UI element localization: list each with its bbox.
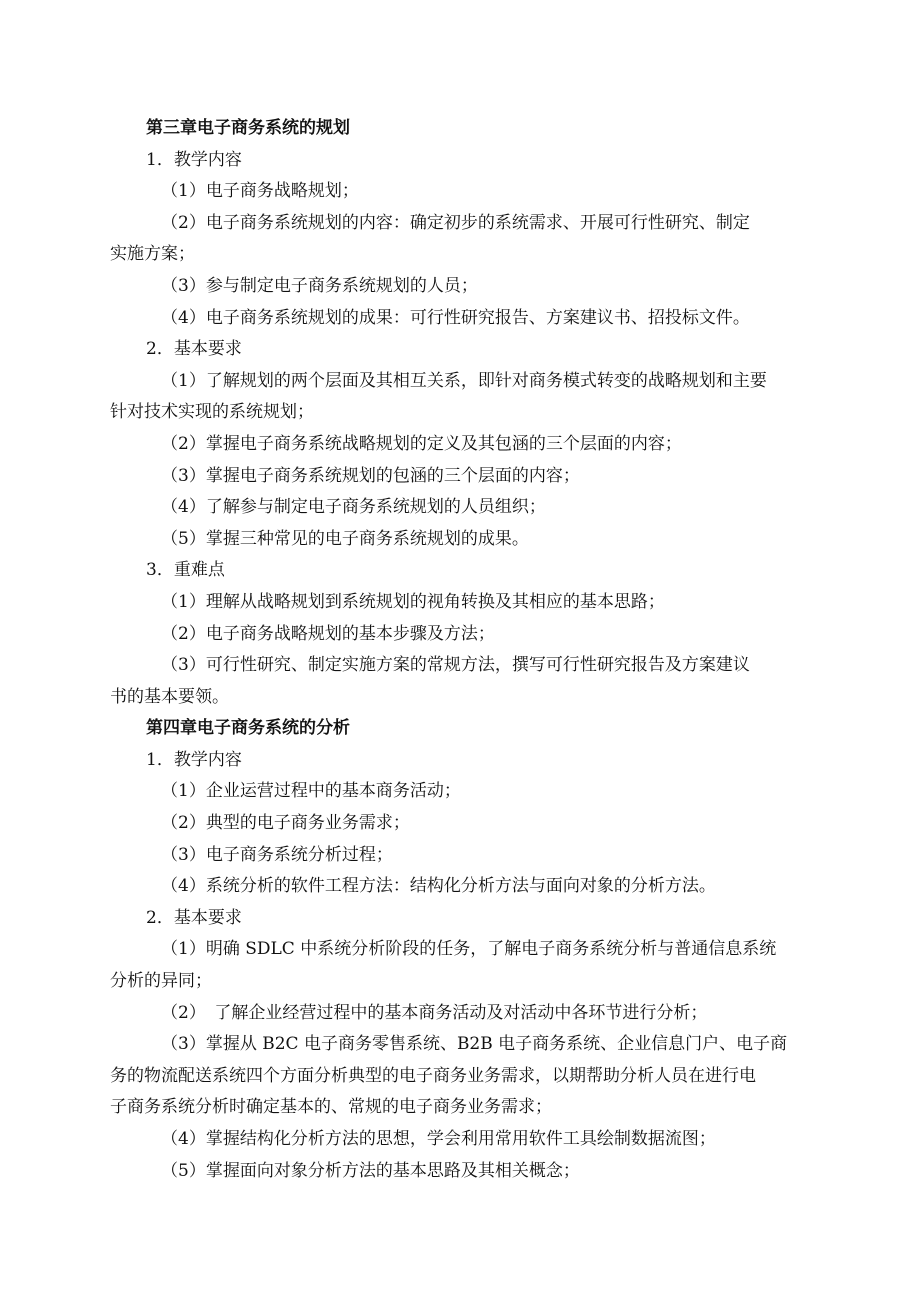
ch3-tc-item-3: （3）参与制定电子商务系统规划的人员；: [161, 275, 478, 296]
chapter3-title: 第三章电子商务系统的规划: [146, 118, 350, 138]
ch4-br-item-4: （4）掌握结构化分析方法的思想，学会利用常用软件工具绘制数据流图；: [161, 1129, 716, 1149]
ch3-br-item-3: （3）掌握电子商务系统规划的包涵的三个层面的内容；: [161, 465, 580, 486]
ch4-br-item-2: （2） 了解企业经营过程中的基本商务活动及对活动中各环节进行分析；: [161, 1002, 708, 1023]
ch3-kp-item-3-cont: 书的基本要领。: [110, 686, 229, 707]
ch3-br-item-4: （4）了解参与制定电子商务系统规划的人员组织；: [161, 497, 546, 518]
ch4-br-item-5: （5）掌握面向对象分析方法的基本思路及其相关概念；: [161, 1160, 580, 1181]
ch4-br-item-3-cont-2: 子商务系统分析时确定基本的、常规的电子商务业务需求；: [110, 1097, 552, 1118]
ch3-basic-requirements-label: 2．基本要求: [146, 339, 242, 360]
ch4-tc-item-1: （1）企业运营过程中的基本商务活动；: [161, 781, 461, 802]
ch4-br-item-3-cont-1: 务的物流配送系统四个方面分析典型的电子商务业务需求，以期帮助分析人员在进行电: [110, 1065, 756, 1086]
document-page: [110, 113, 822, 1187]
ch4-tc-item-3: （3）电子商务系统分析过程；: [161, 844, 393, 865]
ch3-key-points-label: 3．重难点: [146, 560, 225, 581]
ch3-br-item-1: （1）了解规划的两个层面及其相互关系，即针对商务模式转变的战略规划和主要: [161, 370, 767, 391]
ch3-kp-item-2: （2）电子商务战略规划的基本步骤及方法；: [161, 623, 495, 644]
ch3-br-item-1-cont: 针对技术实现的系统规划；: [110, 402, 314, 423]
ch3-tc-item-1: （1）电子商务战略规划；: [161, 181, 359, 202]
ch3-tc-item-2: （2）电子商务系统规划的内容：确定初步的系统需求、开展可行性研究、制定: [161, 212, 750, 233]
chapter4-title: 第四章电子商务系统的分析: [146, 718, 350, 739]
ch3-br-item-5: （5）掌握三种常见的电子商务系统规划的成果。: [161, 528, 529, 549]
ch3-br-item-2: （2）掌握电子商务系统战略规划的定义及其包涵的三个层面的内容；: [161, 433, 682, 454]
ch4-tc-item-2: （2）典型的电子商务业务需求；: [161, 813, 410, 834]
ch4-teaching-content-label: 1．教学内容: [146, 749, 242, 770]
ch3-kp-item-3: （3）可行性研究、制定实施方案的常规方法，撰写可行性研究报告及方案建议: [161, 655, 750, 676]
ch3-tc-item-2-cont: 实施方案；: [110, 244, 195, 265]
ch3-tc-item-4: （4）电子商务系统规划的成果：可行性研究报告、方案建议书、招投标文件。: [161, 307, 750, 328]
ch4-tc-item-4: （4）系统分析的软件工程方法：结构化分析方法与面向对象的分析方法。: [161, 876, 716, 897]
ch4-br-item-1: （1）明确 SDLC 中系统分析阶段的任务，了解电子商务系统分析与普通信息系统: [161, 939, 777, 960]
ch4-br-item-1-cont: 分析的异同；: [110, 971, 212, 992]
ch3-teaching-content-label: 1．教学内容: [146, 149, 242, 170]
ch4-basic-requirements-label: 2．基本要求: [146, 907, 242, 928]
ch4-br-item-3: （3）掌握从 B2C 电子商务零售系统、B2B 电子商务系统、企业信息门户、电子商: [161, 1034, 788, 1055]
ch3-kp-item-1: （1）理解从战略规划到系统规划的视角转换及其相应的基本思路；: [161, 591, 665, 612]
